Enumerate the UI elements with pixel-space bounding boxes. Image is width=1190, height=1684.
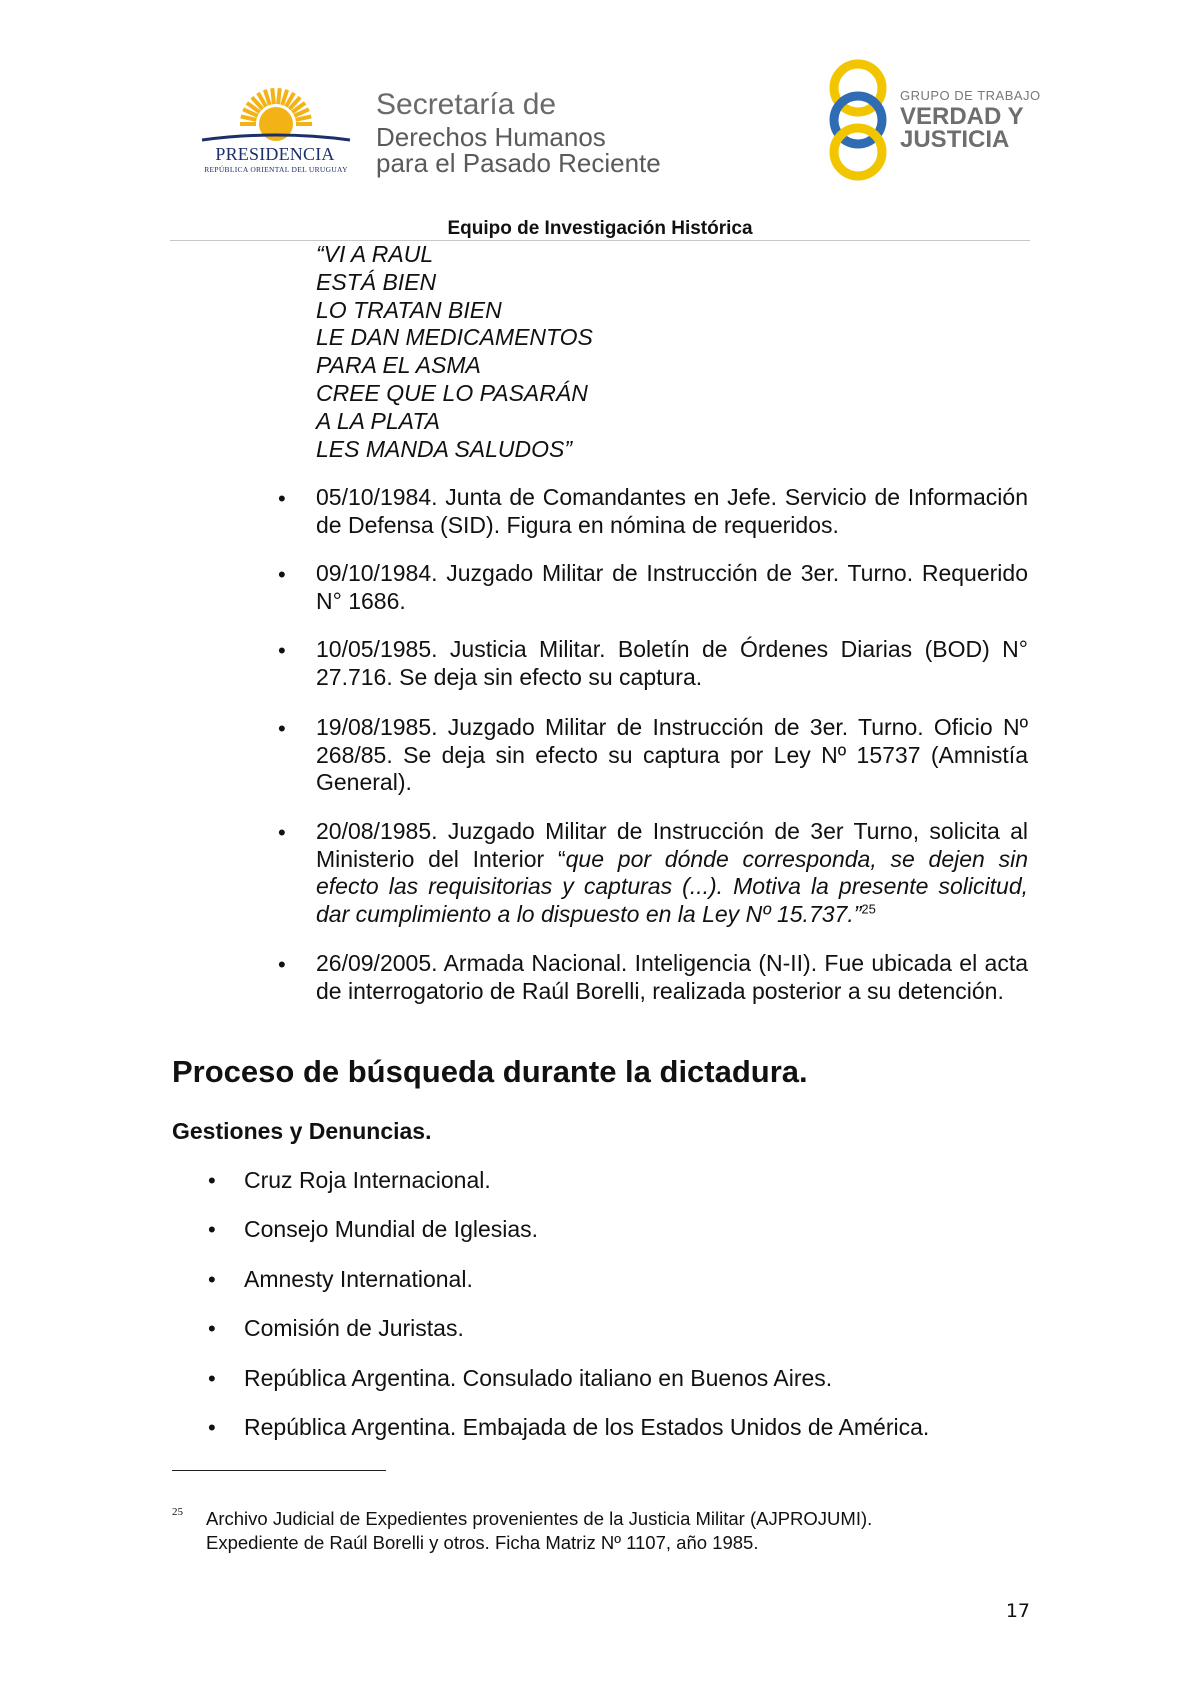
presidencia-wordmark: PRESIDENCIA (215, 144, 335, 164)
entry-item: 10/05/1985. Justicia Militar. Boletín de Órdenes Diarias (BOD) N° 27.716. Se deja sin efecto su captura. (316, 636, 1028, 690)
footnote-text-line1: Archivo Judicial de Expedientes provenientes de la Justicia Militar (AJPROJUMI). (206, 1508, 873, 1529)
quote-line: LES MANDA SALUDOS” (316, 435, 573, 462)
quote-line: PARA EL ASMA (316, 352, 481, 379)
quote-line: CREE QUE LO PASARÁN (316, 379, 588, 406)
list-item: Comisión de Juristas. (244, 1315, 464, 1341)
sun-ray (278, 88, 280, 104)
sun-ray (272, 88, 274, 104)
footnote-text-line2: Expediente de Raúl Borelli y otros. Ficha Matriz Nº 1107, año 1985. (206, 1532, 759, 1553)
bullet-marker: • (278, 716, 286, 741)
entry-item: 26/09/2005. Armada Nacional. Inteligencia (N-II). Fue ubicada el acta de interrogatorio de Raúl Borelli, realizada posterior a su detención. (316, 950, 1028, 1004)
presidencia-subtitle: REPÚBLICA ORIENTAL DEL URUGUAY (204, 165, 348, 174)
entry-item (316, 818, 1028, 928)
bullet-marker: • (208, 1217, 216, 1242)
subsection-heading: Gestiones y Denuncias. (172, 1118, 432, 1144)
entry-text: 20/08/1985. Juzgado Militar de Instrucción de 3er Turno, solicita al Ministerio del Interior “ (316, 818, 1028, 872)
bullet-marker: • (208, 1366, 216, 1391)
telegram-quote (316, 241, 593, 463)
justicia-label: JUSTICIA (900, 126, 1010, 153)
quote-line: ESTÁ BIEN (316, 268, 437, 295)
bullet-marker: • (208, 1316, 216, 1341)
entry-quote-italic: que por dónde corresponda, se dejen sin efecto las requisitorias y capturas (...). Motiva la presente solicitud, dar cumplimiento a lo dispuesto en la Ley Nº 15.737.” (316, 845, 1028, 927)
quote-line: A LA PLATA (316, 407, 440, 434)
list-item: Consejo Mundial de Iglesias. (244, 1216, 539, 1242)
secretaria-title-line3: para el Pasado Reciente (376, 148, 661, 178)
bullet-marker: • (278, 486, 286, 511)
sun-ray (296, 117, 312, 120)
entry-item: 19/08/1985. Juzgado Militar de Instrucción de 3er. Turno. Oficio Nº 268/85. Se deja sin efecto su captura por Ley Nº 15737 (Amnistía General). (316, 714, 1028, 795)
sun-ray (241, 117, 257, 120)
list-item: República Argentina. Embajada de los Estados Unidos de América. (244, 1414, 930, 1440)
quote-line: LO TRATAN BIEN (316, 296, 502, 323)
grupo-trabajo-label: GRUPO DE TRABAJO (900, 88, 1041, 103)
verdad-label: VERDAD Y (900, 103, 1024, 130)
section-heading: Proceso de búsqueda durante la dictadura. (172, 1054, 808, 1089)
list-item: República Argentina. Consulado italiano en Buenos Aires. (244, 1365, 833, 1391)
header-divider (170, 240, 1030, 241)
bullet-marker: • (278, 820, 286, 845)
quote-line: LE DAN MEDICAMENTOS (316, 324, 593, 351)
secretaria-title-line2: Derechos Humanos (376, 122, 606, 152)
bullet-marker: • (278, 952, 286, 977)
bullet-marker: • (208, 1267, 216, 1292)
footnote-divider (172, 1470, 386, 1471)
footnote-number: 25 (172, 1506, 183, 1518)
bullet-marker: • (208, 1415, 216, 1440)
team-title: Equipo de Investigación Histórica (447, 218, 753, 239)
verdad-justicia-rings-logo (822, 58, 894, 182)
page-number: 17 (1005, 1600, 1030, 1622)
footnote-ref[interactable]: 25 (861, 900, 876, 916)
list-item: Amnesty International. (244, 1266, 473, 1292)
entry-item: 09/10/1984. Juzgado Militar de Instrucción de 3er. Turno. Requerido N° 1686. (316, 560, 1028, 614)
bullet-marker: • (278, 562, 286, 587)
bullet-marker: • (278, 638, 286, 663)
list-item: Cruz Roja Internacional. (244, 1167, 491, 1193)
quote-line: “VI A RAUL (316, 241, 434, 267)
secretaria-title-line1: Secretaría de (376, 88, 557, 121)
bullet-marker: • (208, 1168, 216, 1193)
entry-item: 05/10/1984. Junta de Comandantes en Jefe. Servicio de Información de Defensa (SID). Figura en nómina de requeridos. (316, 484, 1028, 538)
